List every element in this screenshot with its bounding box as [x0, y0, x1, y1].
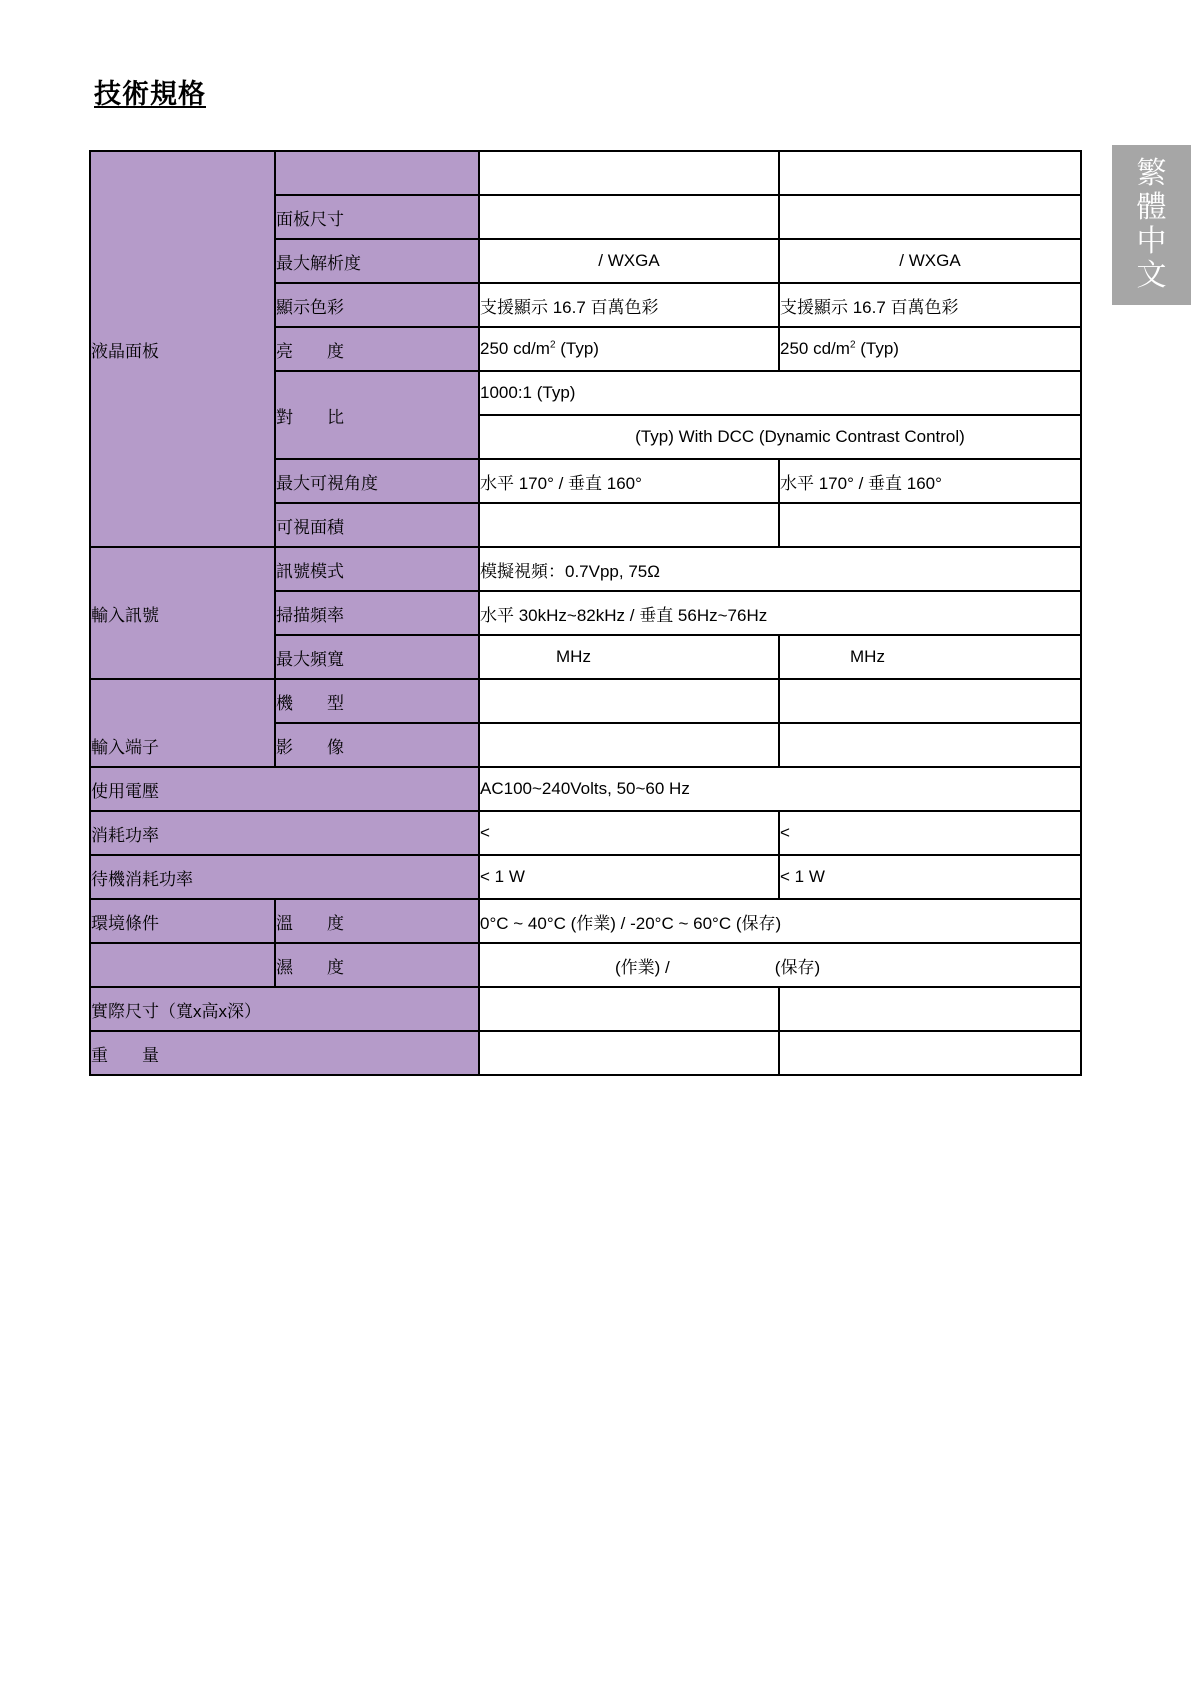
- value-bandwidth-b: MHz: [779, 635, 1081, 679]
- label-viewable-area: 可視面積: [275, 503, 479, 547]
- value-temperature: 0°C ~ 40°C (作業) / -20°C ~ 60°C (保存): [479, 899, 1081, 943]
- value-color-a: 支援顯示 16.7 百萬色彩: [479, 283, 779, 327]
- label-max-resolution: 最大解析度: [275, 239, 479, 283]
- value-power-b: <: [779, 811, 1081, 855]
- category-dimensions: 實際尺寸（寬x高x深）: [90, 987, 479, 1031]
- humidity-storage: (保存): [774, 957, 821, 977]
- category-weight: 重 量: [90, 1031, 479, 1075]
- brightness-b-suffix: (Typ): [855, 339, 899, 358]
- value-panel-size-b: [779, 195, 1081, 239]
- value-color-b: 支援顯示 16.7 百萬色彩: [779, 283, 1081, 327]
- table-row: [90, 811, 1081, 855]
- table-row: [90, 987, 1081, 1031]
- label-video: 影 像: [275, 723, 479, 767]
- value-resolution-a: / WXGA: [479, 239, 779, 283]
- model-a-header: [479, 151, 779, 195]
- value-signal-mode: 模擬視頻：0.7Vpp, 75Ω: [479, 547, 1081, 591]
- value-brightness-b: [779, 327, 1081, 371]
- table-row: [90, 943, 1081, 987]
- table-row: [90, 855, 1081, 899]
- label-humidity: 濕 度: [275, 943, 479, 987]
- value-weight-b: [779, 1031, 1081, 1075]
- category-input-signal: 輸入訊號: [90, 547, 275, 679]
- value-dimensions-a: [479, 987, 779, 1031]
- category-environment: 環境條件: [90, 899, 275, 943]
- value-model-a: [479, 679, 779, 723]
- value-scan-freq: 水平 30kHz~82kHz / 垂直 56Hz~76Hz: [479, 591, 1081, 635]
- value-contrast-2: (Typ) With DCC (Dynamic Contrast Control): [479, 415, 1081, 459]
- value-viewable-area-b: [779, 503, 1081, 547]
- value-resolution-b: / WXGA: [779, 239, 1081, 283]
- brightness-a-exponent: 2: [549, 339, 556, 351]
- spec-table: [89, 150, 1082, 1076]
- value-model-b: [779, 679, 1081, 723]
- value-weight-a: [479, 1031, 779, 1075]
- value-bandwidth-a: MHz: [479, 635, 779, 679]
- humidity-operating: (作業) /: [615, 957, 670, 977]
- page-title: 技術規格: [94, 79, 206, 110]
- label-panel-size: 面板尺寸: [275, 195, 479, 239]
- label-viewing-angle: 最大可視角度: [275, 459, 479, 503]
- brightness-a-suffix: (Typ): [555, 339, 599, 358]
- value-video-b: [779, 723, 1081, 767]
- value-contrast-1: 1000:1 (Typ): [479, 371, 1081, 415]
- table-row: [90, 151, 1081, 195]
- value-viewable-area-a: [479, 503, 779, 547]
- label-model: 機 型: [275, 679, 479, 723]
- value-power-a: <: [479, 811, 779, 855]
- language-tab: [1112, 145, 1191, 305]
- value-brightness-a: [479, 327, 779, 371]
- model-b-header: [779, 151, 1081, 195]
- value-dimensions-b: [779, 987, 1081, 1031]
- category-environment-blank: [90, 943, 275, 987]
- brightness-b-value: 250 cd/m: [780, 339, 850, 358]
- label-scan-freq: 掃描頻率: [275, 591, 479, 635]
- table-row: [90, 547, 1081, 591]
- table-row: [90, 679, 1081, 723]
- table-row: [90, 899, 1081, 943]
- value-humidity: [479, 943, 1081, 987]
- value-angle-b: 水平 170° / 垂直 160°: [779, 459, 1081, 503]
- label-max-bandwidth: 最大頻寬: [275, 635, 479, 679]
- label-temperature: 溫 度: [275, 899, 479, 943]
- brightness-b-exponent: 2: [849, 339, 856, 351]
- category-lcd-panel: 液晶面板: [90, 151, 275, 547]
- category-power: 消耗功率: [90, 811, 479, 855]
- category-standby-power: 待機消耗功率: [90, 855, 479, 899]
- brightness-a-value: 250 cd/m: [480, 339, 550, 358]
- language-tab-label: 繁體中文: [1136, 156, 1167, 293]
- label-brightness: 亮 度: [275, 327, 479, 371]
- value-standby-b: < 1 W: [779, 855, 1081, 899]
- sub-header-blank: [275, 151, 479, 195]
- value-video-a: [479, 723, 779, 767]
- label-display-color: 顯示色彩: [275, 283, 479, 327]
- value-standby-a: < 1 W: [479, 855, 779, 899]
- label-contrast: 對 比: [275, 371, 479, 459]
- value-voltage: AC100~240Volts, 50~60 Hz: [479, 767, 1081, 811]
- table-row: [90, 1031, 1081, 1075]
- value-panel-size-a: [479, 195, 779, 239]
- table-row: [90, 767, 1081, 811]
- label-signal-mode: 訊號模式: [275, 547, 479, 591]
- category-voltage: 使用電壓: [90, 767, 479, 811]
- value-angle-a: 水平 170° / 垂直 160°: [479, 459, 779, 503]
- category-input-terminal: 輸入端子: [90, 679, 275, 767]
